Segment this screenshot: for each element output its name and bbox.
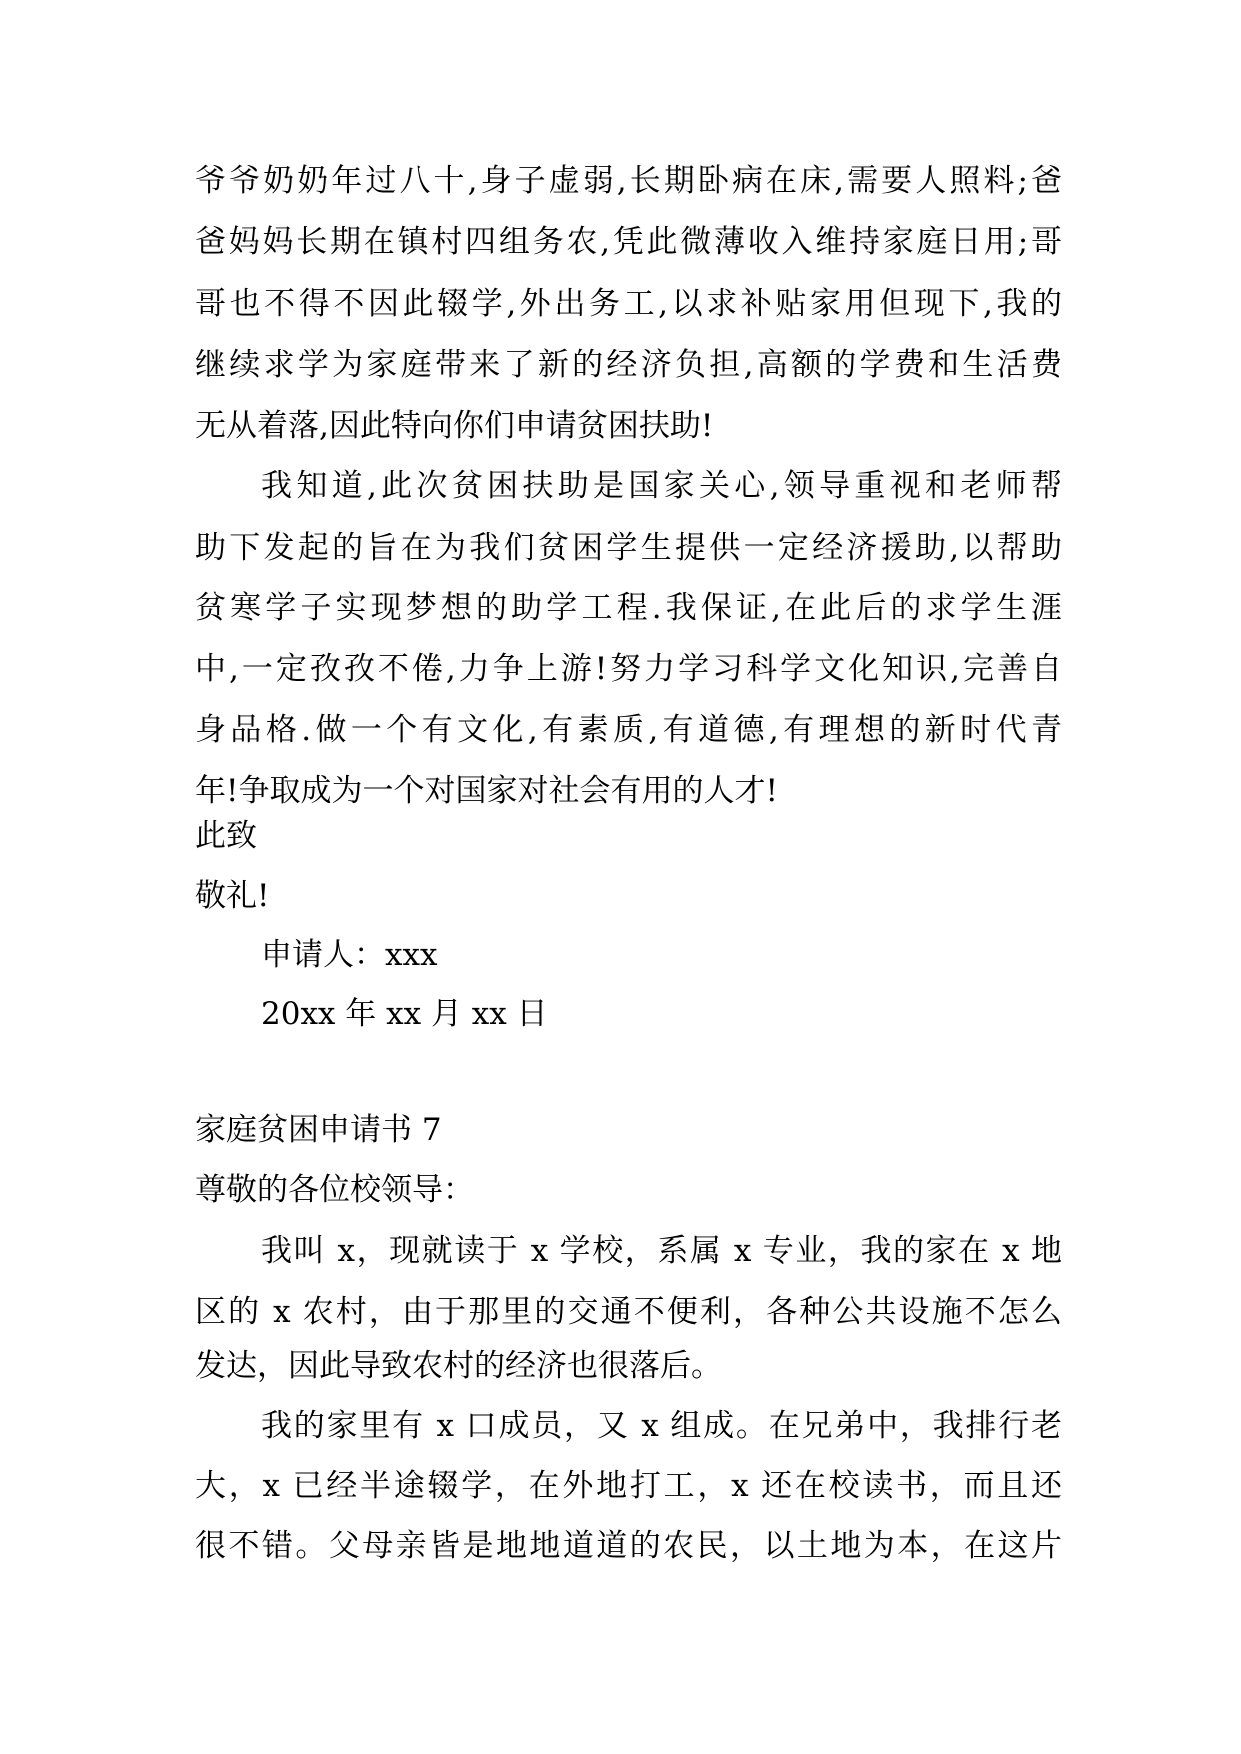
text-line: 发达，因此导致农村的经济也很落后。	[195, 1348, 722, 1384]
salute-text: 敬礼!	[195, 878, 270, 914]
text-line: 中,一定孜孜不倦,力争上游!努力学习科学文化知识,完善自	[195, 651, 1062, 687]
text-line: 爷爷奶奶年过八十,身子虚弱,长期卧病在床,需要人照料;爸	[195, 163, 1062, 199]
text-line: 大，x 已经半途辍学，在外地打工，x 还在校读书，而且还	[195, 1468, 1062, 1504]
section-title: 家庭贫困申请书 7	[195, 1112, 442, 1148]
text-line: 助下发起的旨在为我们贫困学生提供一定经济援助,以帮助	[195, 530, 1062, 566]
greeting-line: 尊敬的各位校领导：	[195, 1172, 474, 1208]
text-line: 很不错。父母亲皆是地地道道的农民，以土地为本，在这片	[195, 1528, 1062, 1564]
text-line: 哥也不得不因此辍学,外出务工,以求补贴家用但现下,我的	[195, 286, 1062, 322]
text-line: 我叫 x，现就读于 x 学校，系属 x 专业，我的家在 x 地	[261, 1233, 1062, 1269]
text-line: 爸妈妈长期在镇村四组务农,凭此微薄收入维持家庭日用;哥	[195, 224, 1062, 260]
text-line: 区的 x 农村，由于那里的交通不便利，各种公共设施不怎么	[195, 1294, 1062, 1330]
text-line: 我的家里有 x 口成员，又 x 组成。在兄弟中，我排行老	[261, 1408, 1062, 1444]
text-line: 继续求学为家庭带来了新的经济负担,高额的学费和生活费	[195, 347, 1062, 383]
text-line: 我知道,此次贫困扶助是国家关心,领导重视和老师帮	[261, 468, 1062, 504]
text-line: 贫寒学子实现梦想的助学工程.我保证,在此后的求学生涯	[195, 590, 1062, 626]
date-line: 20xx 年 xx 月 xx 日	[261, 996, 548, 1032]
signature-line: 申请人：xxx	[261, 937, 438, 973]
closing-text: 此致	[195, 818, 257, 854]
text-line: 年!争取成为一个对国家对社会有用的人才!	[195, 773, 778, 809]
text-line: 身品格.做一个有文化,有素质,有道德,有理想的新时代青	[195, 712, 1062, 748]
text-line: 无从着落,因此特向你们申请贫困扶助!	[195, 408, 714, 444]
